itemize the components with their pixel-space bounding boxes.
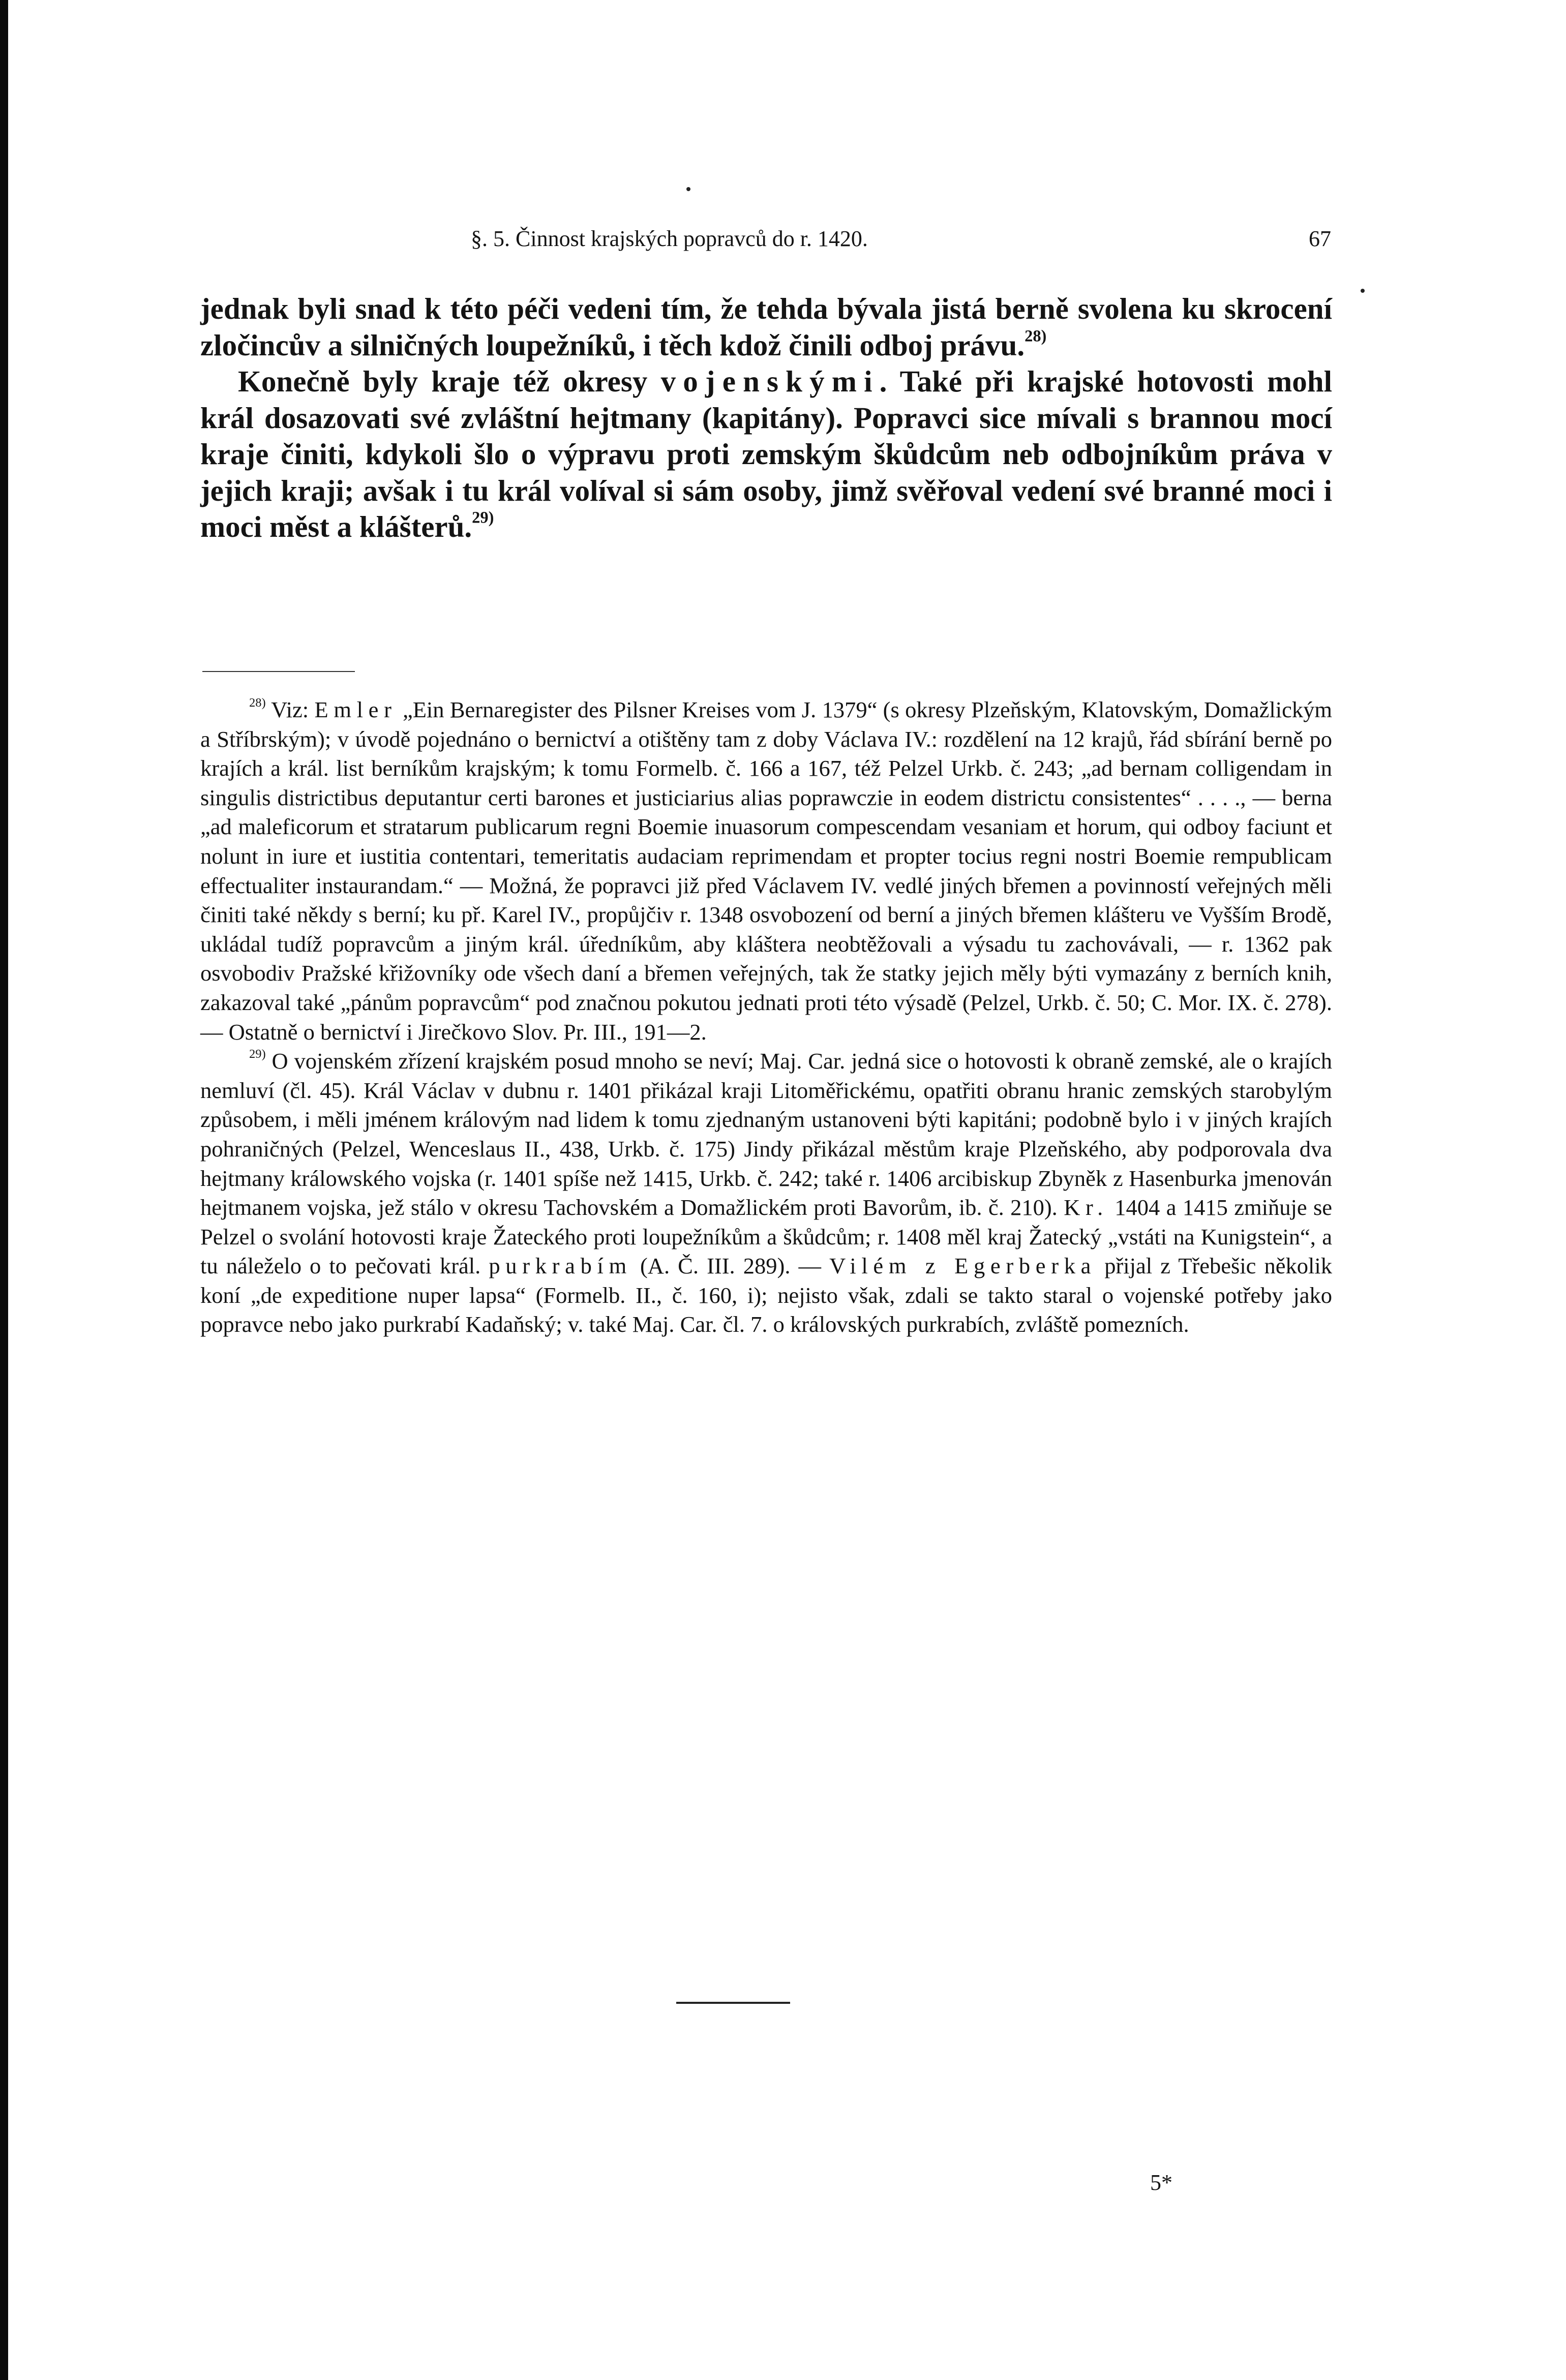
signature-mark: 5* <box>1150 2170 1172 2195</box>
scan-speck <box>1361 289 1365 293</box>
spaced-emphasis: Kr. <box>1064 1195 1108 1220</box>
footnote-reference: 29) <box>472 508 494 527</box>
paragraph-text: . Také při krajské hotovosti mohl král dosazovati své zvláštní hejtmany (kapitány). Popravci sice mívali s brannou mocí kraje činiti, kdykoli šlo o výpravu proti zemským škůdcům neb odbojníkům práva v jejich kraji; avšak i tu král volíval si sám osoby, jimž svěřoval vedení své branné moci i moci měst a klášterů. <box>200 364 1332 543</box>
spaced-emphasis: Vilém z Egerberka <box>829 1253 1097 1279</box>
footnote-number: 28) <box>249 696 266 710</box>
running-head-title: §. 5. Činnost krajských popravců do r. 1420. <box>471 226 868 251</box>
footnote-29 <box>200 1047 1332 1339</box>
paragraph-text: Konečně byly kraje též okresy <box>238 364 648 398</box>
footnote-text: O vojenském zřízení krajském posud mnoho se neví; Maj. Car. jedná sice o hotovosti k obraně zemské, ale o krajích nemluví (čl. 45). Král Václav v dubnu r. 1401 přikázal kraji Litoměřickému, opatřiti obranu hranic zemských starobylým způsobem, i měli jménem královým nad lidem k tomu zjednaným ustanoveni býti kapitáni; podobně bylo i v jiných krajích pohraničných (Pelzel, Wenceslaus II., 438, Urkb. č. 175) Jindy přikázal městům kraje Plzeňského, aby podporovala dva hejtmany králowského vojska (r. 1401 spíše než 1415, Urkb. č. 242; také r. 1406 arcibiskup Zbyněk z Hasenburka jmenován hejtmanem vojska, jež stálo v okresu Tachovském a Domažlickém proti Bavorům, ib. č. 210). <box>200 1048 1333 1220</box>
spaced-emphasis: Emler <box>314 697 397 722</box>
footnote-text: (A. Č. III. 289). — <box>640 1253 822 1279</box>
page-number: 67 <box>1309 226 1331 251</box>
paragraph <box>200 291 1332 363</box>
footnote-text: 1404 a 1415 zmiňuje se Pelzel o svolání hotovosti kraje Žateckého proti loupežníkům a škůdcům; r. 1408 měl kraj Žatecký „vstáti na Kunigstein“, a tu náleželo o to pečovati král. <box>200 1195 1333 1279</box>
scan-left-edge <box>0 0 8 2380</box>
footnote-text: „Ein Bernaregister des Pilsner Kreises vom J. 1379“ (s okresy Plzeňským, Klatovským, Domažlickým a Stříbrským); v úvodě pojednáno o bernictví a otištěny tam z doby Václava IV.: rozdělení na 12 krajů, řád sbírání berně po krajích a král. list berníkům krajským; k tomu Formelb. č. 166 a 167, též Pelzel Urkb. č. 243; „ad bernam colligendam in singulis districtibus deputantur certi barones et justiciarius alias poprawczie in eodem districtu consistentes“ . . . ., — berna „ad maleficorum et stratarum publicarum regni Boemie inuasorum compescendam vesaniam et horum, qui odboy faciunt et nolunt in iure et iustitia contentari, temeritatis audaciam reprimendam et propter tocius regni nostri Boemie rempublicam effectualiter instaurandam.“ — Možná, že popravci již před Václavem IV. vedlé jiných břemen a povinností veřejných měli činiti také někdy s berní; ku př. Karel IV., propůjčiv r. 1348 osvobození od berní a jiných břemen klášteru ve Vyšším Brodě, ukládal tudíž popravcům a jiným král. úředníkům, aby kláštera neobtěžovali a výsadu tu zachovávali, — r. 1362 pak osvobodiv Pražské křižovníky ode všech daní a břemen veřejných, tak že statky jejich měly býti vymazány z berních knih, zakazoval také „pánům popravcům“ pod značnou pokutou jednati proti této výsadě (Pelzel, Urkb. č. 50; C. Mor. IX. č. 278). — Ostatně o bernictví i Jirečkovo Slov. Pr. III., 191—2. <box>200 697 1333 1045</box>
running-head <box>471 224 1331 254</box>
main-text <box>200 291 1332 545</box>
footnote-separator <box>202 671 355 672</box>
section-end-rule <box>676 2002 790 2004</box>
spaced-emphasis: vojenskými <box>660 364 880 398</box>
footnote-reference: 28) <box>1025 326 1047 345</box>
footnote-text: Viz: <box>271 697 309 722</box>
paragraph <box>200 363 1332 545</box>
footnote-number: 29) <box>249 1047 266 1061</box>
paragraph-text: jednak byli snad k této péči vedeni tím, že tehda bývala jistá berně svolena ku skrocení zločincův a silničných loupežníků, i těch kdož činili odboj právu. <box>200 292 1332 362</box>
footnote-28 <box>200 695 1332 1047</box>
spaced-emphasis: purkrabím <box>489 1253 632 1279</box>
scan-speck <box>686 187 690 191</box>
footnotes <box>200 695 1332 1339</box>
footnote-text: přijal z Třebešic několik koní „de expeditione nuper lapsa“ (Formelb. II., č. 160, i); nejisto však, zdali se takto staral o vojenské potřeby jako popravce nebo jako purkrabí Kadaňský; v. také Maj. Car. čl. 7. o královských purkrabích, zvláště pomezních. <box>200 1253 1333 1337</box>
